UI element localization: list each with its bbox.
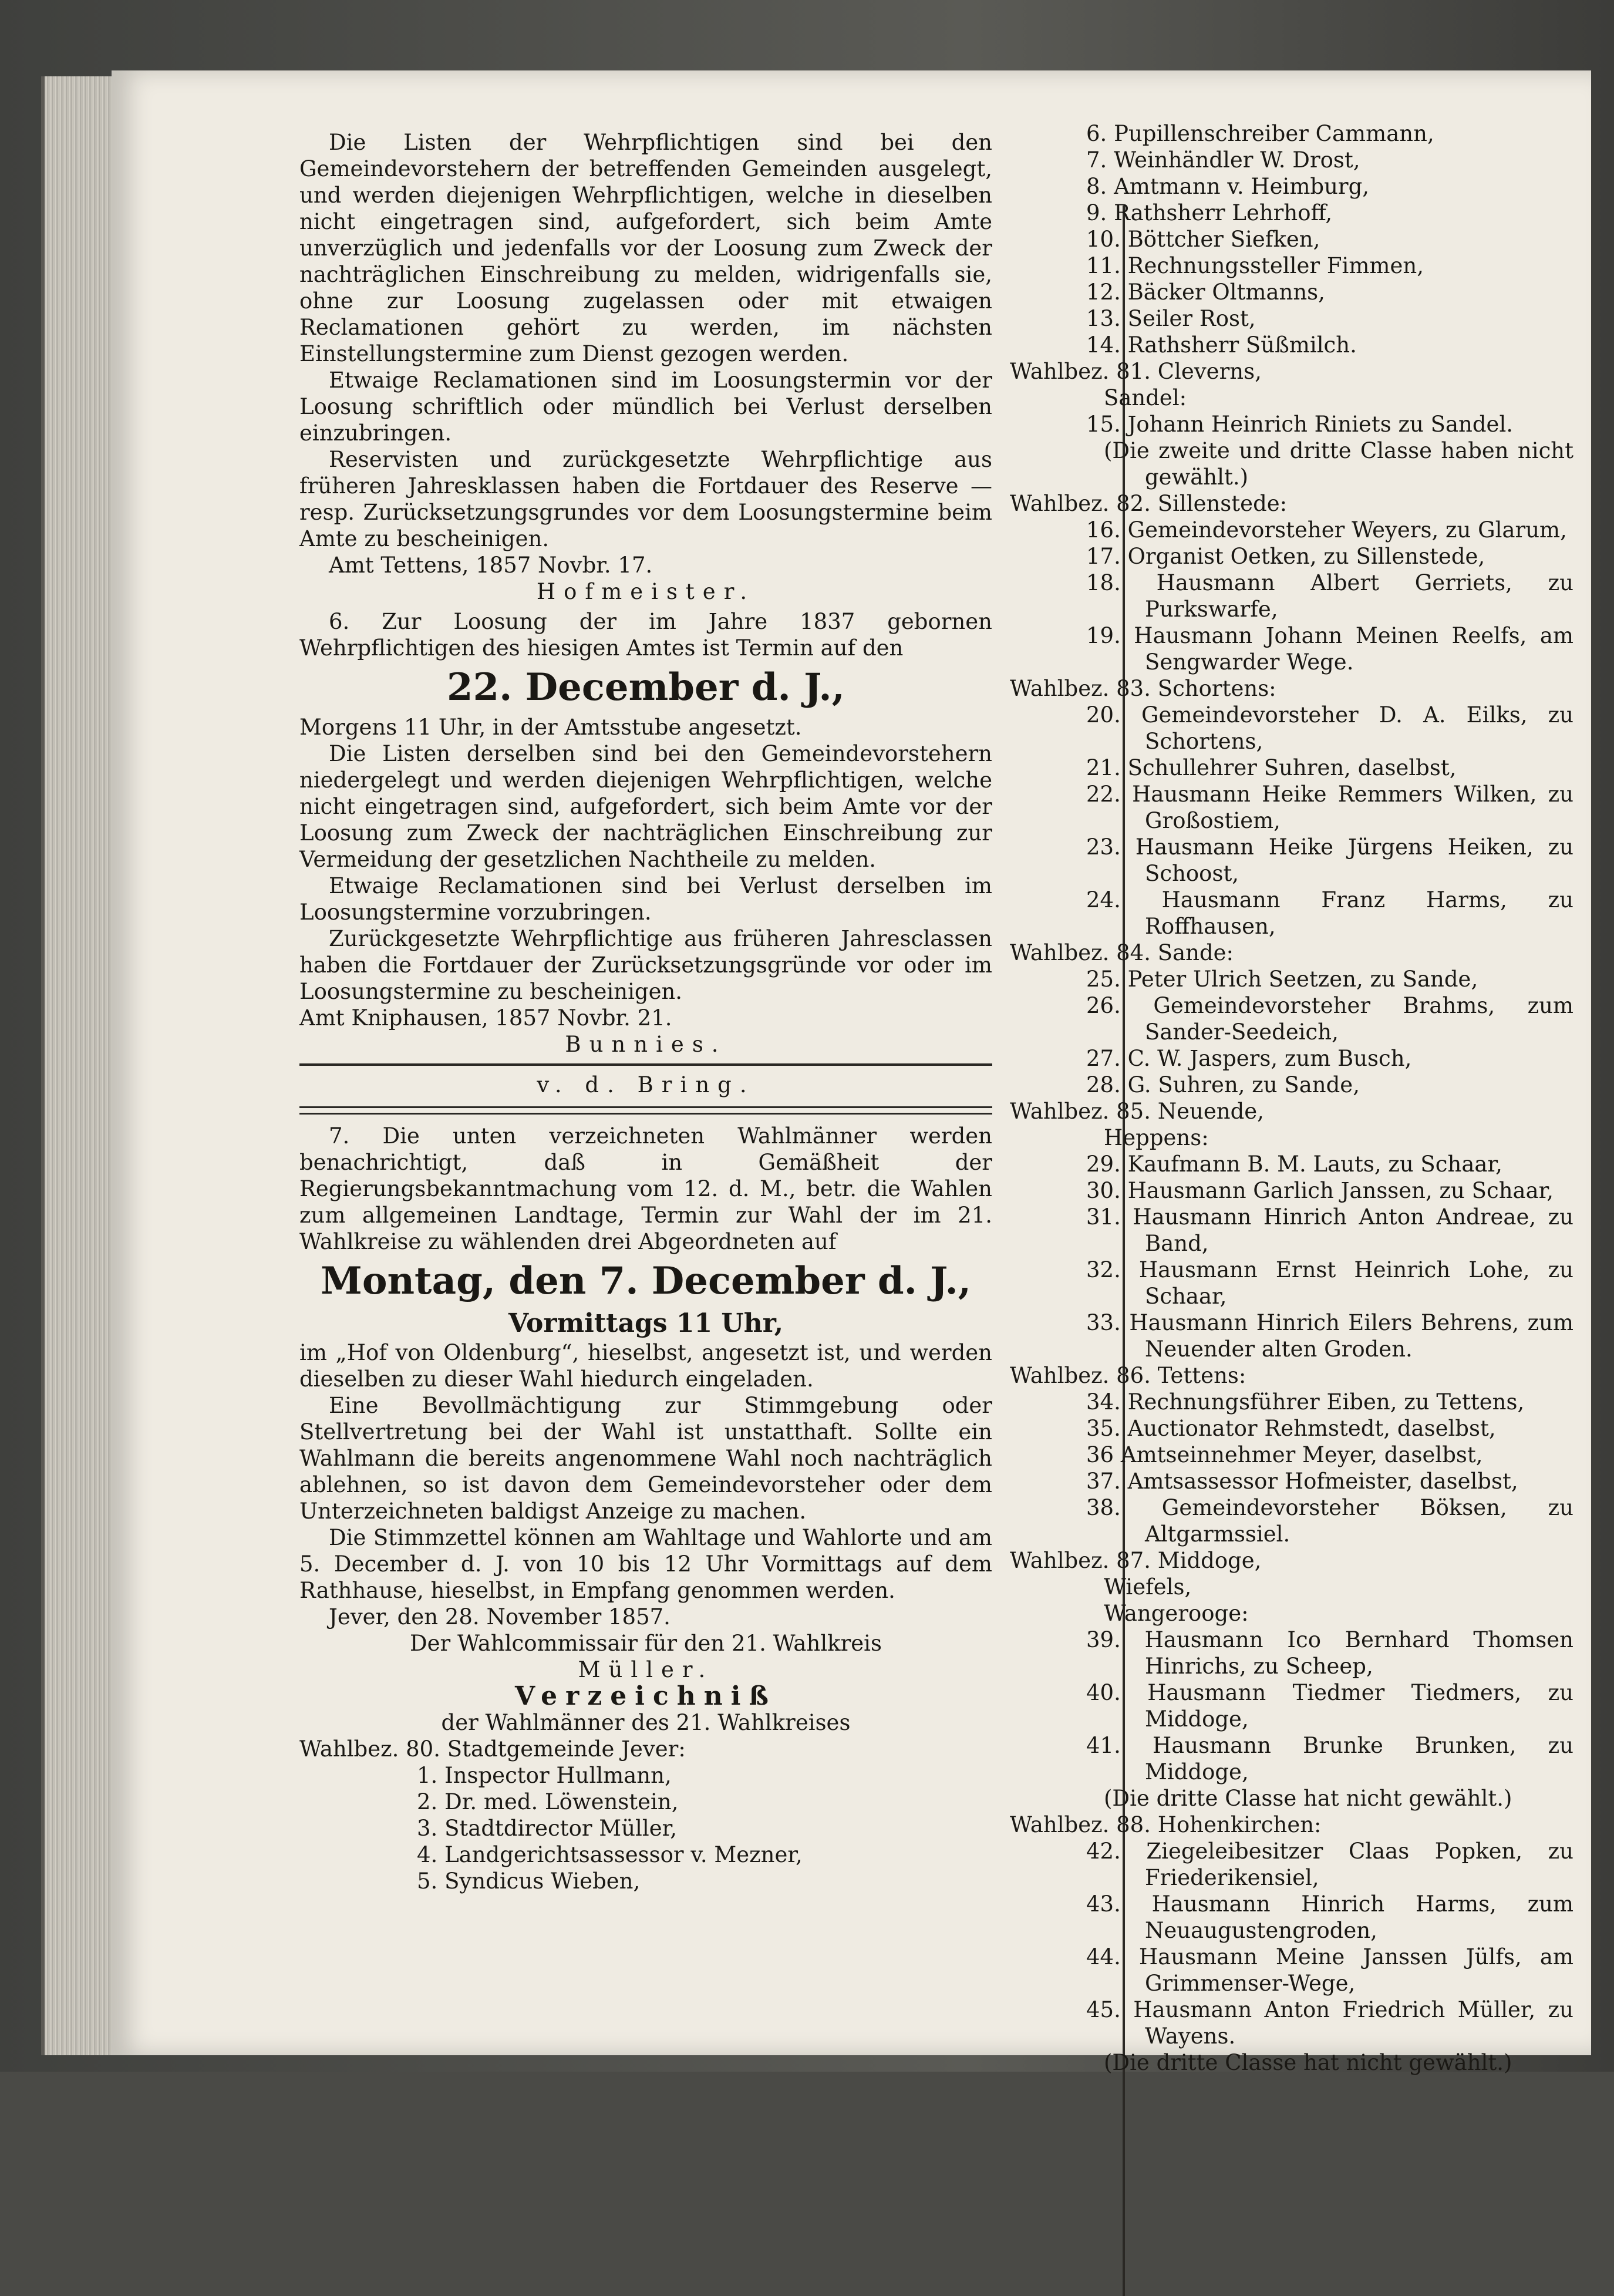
district-heading: Wahlbez. 86. Tettens:	[1010, 1363, 1246, 1388]
list-item: 32. Hausmann Ernst Heinrich Lohe, zu Schaar,	[1086, 1257, 1573, 1309]
list-item: 42. Ziegeleibesitzer Claas Popken, zu Friederikensiel,	[1086, 1839, 1573, 1890]
list-item: 39. Hausmann Ico Bernhard Thomsen Hinrichs, zu Scheep,	[1086, 1627, 1573, 1679]
list-item: 19. Hausmann Johann Meinen Reelfs, am Sengwarder Wege.	[1086, 623, 1573, 675]
list-subheading: der Wahlmänner des 21. Wahlkreises	[441, 1710, 851, 1735]
district-heading: Wahlbez. 80. Stadtgemeinde Jever:	[299, 1736, 686, 1762]
list-item: 20. Gemeindevorsteher D. A. Eilks, zu Schortens,	[1086, 702, 1573, 754]
list-item: 15. Johann Heinrich Riniets zu Sandel.	[1086, 412, 1514, 437]
list-note: (Die dritte Classe hat nicht gewählt.)	[1104, 2050, 1512, 2075]
list-item: 27. C. W. Jaspers, zum Busch,	[1086, 1046, 1412, 1071]
list-heading: Verzeichniß	[515, 1681, 777, 1711]
district-heading: Wahlbez. 81. Cleverns,	[1010, 359, 1262, 384]
list-item: 8. Amtmann v. Heimburg,	[1086, 174, 1370, 199]
paragraph: im „Hof von Oldenburg“, hieselbst, angesetzt ist, und werden dieselben zu dieser Wahl hiedurch eingeladen.	[299, 1340, 992, 1392]
list-item: 6. Pupillenschreiber Cammann,	[1086, 121, 1434, 146]
section-rule	[299, 1106, 992, 1115]
paragraph: 6. Zur Loosung der im Jahre 1837 gebornen Wehrpflichtigen des hiesigen Amtes ist Termin auf den	[299, 609, 992, 661]
book-page-edges	[41, 76, 115, 2055]
list-item: 12. Bäcker Oltmanns,	[1086, 280, 1325, 305]
list-item: 10. Böttcher Siefken,	[1086, 227, 1320, 252]
list-item: 38. Gemeindevorsteher Böksen, zu Altgarmssiel.	[1086, 1495, 1573, 1547]
place-date: Jever, den 28. November 1857.	[329, 1604, 670, 1630]
paragraph: Die Stimmzettel können am Wahltage und Wahlorte und am 5. December d. J. von 10 bis 12 Uhr Vormittags auf dem Rathhause, hieselbst, in Empfang genommen werden.	[299, 1525, 992, 1603]
list-item: 14. Rathsherr Süßmilch.	[1086, 332, 1357, 358]
paragraph: 7. Die unten verzeichneten Wahlmänner werden benachrichtigt, daß in Gemäßheit der Regierungsbekanntmachung vom 12. d. M., betr. die Wahlen zum allgemeinen Landtage, Termin zur Wahl der im 21. Wahlkreise zu wählenden drei Abgeordneten auf	[299, 1123, 992, 1254]
headline-date: Montag, den 7. December d. J.,	[320, 1259, 972, 1303]
list-item: 5. Syndicus Wieben,	[417, 1869, 641, 1894]
signature: Bunnies.	[565, 1032, 727, 1057]
district-heading: Wahlbez. 84. Sande:	[1010, 940, 1234, 965]
paragraph: Zurückgesetzte Wehrpflichtige aus früheren Jahresclassen haben die Fortdauer der Zurücksetzungsgründe vor oder im Loosungstermine zu bescheinigen.	[299, 926, 992, 1004]
list-item: 7. Weinhändler W. Drost,	[1086, 147, 1360, 173]
list-item: 29. Kaufmann B. M. Lauts, zu Schaar,	[1086, 1152, 1502, 1177]
district-heading: Wahlbez. 85. Neuende,	[1010, 1099, 1264, 1124]
place-date: Amt Kniphausen, 1857 Novbr. 21.	[299, 1005, 672, 1031]
list-item: 11. Rechnungssteller Fimmen,	[1086, 253, 1424, 278]
list-item: 26. Gemeindevorsteher Brahms, zum Sander-Seedeich,	[1086, 993, 1573, 1045]
list-item: 28. G. Suhren, zu Sande,	[1086, 1072, 1360, 1097]
list-item: 9. Rathsherr Lehrhoff,	[1086, 200, 1333, 225]
list-item: 33. Hausmann Hinrich Eilers Behrens, zum Neuender alten Groden.	[1086, 1310, 1573, 1362]
paragraph: Die Listen der Wehrpflichtigen sind bei den Gemeindevorstehern der betreffenden Gemeinden ausgelegt, und werden diejenigen Wehrpflichtigen, welche in dieselben nicht eingetragen sind, aufgefordert, sich beim Amte unverzüglich und jedenfalls vor der Loosung zum Zweck der nachträglichen Einschreibung zu melden, widrigenfalls sie, ohne zur Loosung zugelassen oder mit etwaigen Reclamationen gehört zu werden, im nächsten Einstellungstermine zum Dienst gezogen werden.	[299, 130, 992, 366]
list-item: 35. Auctionator Rehmstedt, daselbst,	[1086, 1416, 1496, 1441]
list-item: 45. Hausmann Anton Friedrich Müller, zu Wayens.	[1086, 1997, 1573, 2049]
district-heading: Wahlbez. 83. Schortens:	[1010, 676, 1276, 701]
list-item: 22. Hausmann Heike Remmers Wilken, zu Großostiem,	[1086, 782, 1573, 833]
district-subheading: Sandel:	[1104, 385, 1187, 410]
headline-date: 22. December d. J.,	[447, 665, 845, 709]
list-note: (Die dritte Classe hat nicht gewählt.)	[1104, 1786, 1512, 1811]
list-item: 17. Organist Oetken, zu Sillenstede,	[1086, 544, 1485, 569]
signature: Hofmeister.	[536, 579, 756, 604]
list-note: (Die zweite und dritte Classe haben nicht gewählt.)	[1104, 438, 1573, 490]
district-subheading: Wangerooge:	[1104, 1601, 1249, 1626]
district-heading: Wahlbez. 82. Sillenstede:	[1010, 491, 1288, 516]
district-subheading: Wiefels,	[1104, 1574, 1192, 1600]
list-item: 21. Schullehrer Suhren, daselbst,	[1086, 755, 1457, 780]
rule	[299, 1063, 992, 1066]
list-item: 16. Gemeindevorsteher Weyers, zu Glarum,	[1086, 517, 1567, 543]
list-item: 43. Hausmann Hinrich Harms, zum Neuaugustengroden,	[1086, 1891, 1573, 1943]
office-title: Der Wahlcommissair für den 21. Wahlkreis	[410, 1631, 882, 1656]
list-item: 23. Hausmann Heike Jürgens Heiken, zu Schoost,	[1086, 834, 1573, 886]
paragraph: Eine Bevollmächtigung zur Stimmgebung oder Stellvertretung bei der Wahl ist unstatthaft. Sollte ein Wahlmann die bereits angenommene Wahl noch nachträglich ablehnen, so ist davon dem Gemeindevorsteher oder dem Unterzeichneten baldigst Anzeige zu machen.	[299, 1393, 992, 1524]
list-item: 18. Hausmann Albert Gerriets, zu Purkswarfe,	[1086, 570, 1573, 622]
list-item: 4. Landgerichtsassessor v. Mezner,	[417, 1842, 803, 1867]
list-item: 44. Hausmann Meine Janssen Jülfs, am Grimmenser-Wege,	[1086, 1944, 1573, 1996]
district-heading: Wahlbez. 87. Middoge,	[1010, 1548, 1262, 1573]
paragraph: Morgens 11 Uhr, in der Amtsstube angesetzt.	[299, 715, 802, 740]
signature: v. d. Bring.	[537, 1072, 755, 1097]
list-item: 30. Hausmann Garlich Janssen, zu Schaar,	[1086, 1178, 1554, 1203]
list-item: 13. Seiler Rost,	[1086, 306, 1256, 331]
signature: Müller.	[578, 1657, 714, 1682]
paragraph: Reservisten und zurückgesetzte Wehrpflichtige aus früheren Jahresklassen haben die Fortdauer des Reserve — resp. Zurücksetzungsgrundes vor dem Loosungstermine beim Amte zu bescheinigen.	[299, 447, 992, 551]
district-subheading: Heppens:	[1104, 1125, 1209, 1150]
list-item: 34. Rechnungsführer Eiben, zu Tettens,	[1086, 1389, 1525, 1415]
paragraph: Etwaige Reclamationen sind im Loosungstermin vor der Loosung schriftlich oder mündlich bei Verlust derselben einzubringen.	[299, 368, 992, 446]
paragraph: Etwaige Reclamationen sind bei Verlust derselben im Loosungstermine vorzubringen.	[299, 873, 992, 925]
list-item: 41. Hausmann Brunke Brunken, zu Middoge,	[1086, 1733, 1573, 1785]
list-item: 24. Hausmann Franz Harms, zu Roffhausen,	[1086, 887, 1573, 939]
list-item: 37. Amtsassessor Hofmeister, daselbst,	[1086, 1469, 1518, 1494]
list-item: 2. Dr. med. Löwenstein,	[417, 1789, 679, 1814]
paragraph: Die Listen derselben sind bei den Gemeindevorstehern niedergelegt und werden diejenigen Wehrpflichtigen, welche nicht eingetragen sind, aufgefordert, sich beim Amte vor der Loosung zum Zweck der nachträglichen Einschreibung zur Vermeidung der gesetzlichen Nachtheile zu melden.	[299, 741, 992, 872]
district-list	[299, 1762, 992, 1894]
list-item: 3. Stadtdirector Müller,	[417, 1816, 677, 1841]
right-column	[1010, 120, 1573, 2076]
list-item: 40. Hausmann Tiedmer Tiedmers, zu Middoge,	[1086, 1680, 1573, 1732]
headline-time: Vormittags 11 Uhr,	[508, 1308, 784, 1338]
list-item: 1. Inspector Hullmann,	[417, 1763, 672, 1788]
list-item: 31. Hausmann Hinrich Anton Andreae, zu Band,	[1086, 1204, 1573, 1256]
district-heading: Wahlbez. 88. Hohenkirchen:	[1010, 1812, 1322, 1837]
place-date: Amt Tettens, 1857 Novbr. 17.	[329, 553, 653, 578]
left-column	[299, 129, 992, 1894]
list-item: 25. Peter Ulrich Seetzen, zu Sande,	[1086, 967, 1478, 992]
list-item: 36 Amtseinnehmer Meyer, daselbst,	[1086, 1442, 1483, 1467]
